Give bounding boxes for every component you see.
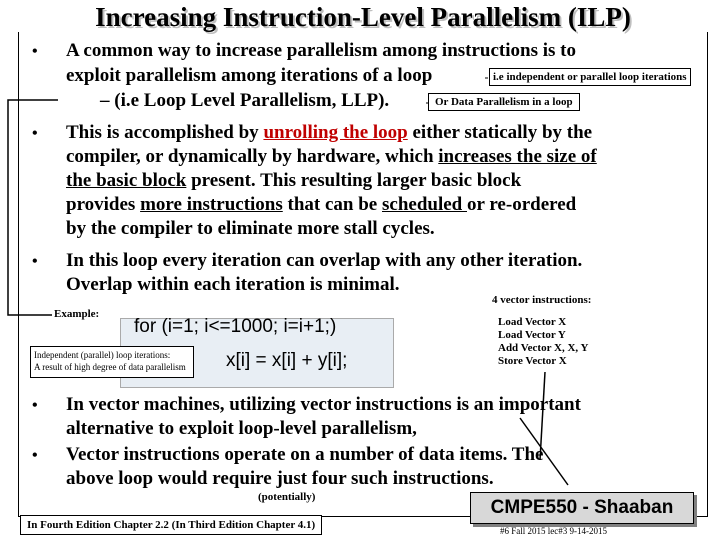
independent-box: [30, 346, 194, 378]
bullet-2-line-1: This is accomplished by unrolling the loop either statically by the: [66, 122, 593, 143]
vector-instruction: Add Vector X, X, Y: [498, 342, 589, 354]
bullet-dot: •: [32, 43, 38, 60]
vector-instruction: Store Vector X: [498, 355, 567, 367]
bullet-1-sub: – (i.e Loop Level Parallelism, LLP).: [100, 90, 390, 111]
bullet-4: •: [32, 397, 38, 414]
unrolling-link[interactable]: unrolling the loop: [263, 122, 408, 143]
ie-annotation-box: i.e independent or parallel loop iterations: [489, 68, 691, 86]
slide-title: Increasing Instruction-Level Parallelism (ILP): [95, 2, 631, 32]
vector-heading: 4 vector instructions:: [492, 294, 592, 306]
example-label: Example:: [54, 308, 100, 320]
bullet-4-line-1: In vector machines, utilizing vector instructions is an important: [66, 394, 581, 415]
bullet-2-line-2: compiler, or dynamically by hardware, which increases the size of: [66, 146, 597, 167]
lecture-info: #6 Fall 2015 lec#3 9-14-2015: [500, 526, 607, 536]
or-annotation-box: Or Data Parallelism in a loop: [428, 93, 580, 111]
bullet-2: •: [32, 125, 38, 142]
bullet-3: •: [32, 253, 38, 270]
edition-reference-box: In Fourth Edition Chapter 2.2 (In Third Edition Chapter 4.1): [20, 515, 322, 535]
bullet-1-line-1: A common way to increase parallelism among instructions is to: [66, 40, 576, 61]
independent-line-2: A result of high degree of data parallelism: [34, 362, 186, 372]
bullet-3-line-2: Overlap within each iteration is minimal.: [66, 274, 400, 295]
code-line-1: for (i=1; i<=1000; i=i+1;): [134, 316, 337, 337]
code-line-2: x[i] = x[i] + y[i];: [226, 350, 348, 371]
independent-line-1: Independent (parallel) loop iterations:: [34, 350, 171, 360]
bullet-3-line-1: In this loop every iteration can overlap with any other iteration.: [66, 250, 583, 271]
bullet-2-line-4: provides more instructions that can be scheduled or re-ordered: [66, 194, 577, 215]
course-badge: CMPE550 - Shaaban: [470, 492, 694, 524]
potentially-note: (potentially): [258, 491, 316, 503]
bullet-5: •: [32, 447, 38, 464]
bullet-2-line-5: by the compiler to eliminate more stall cycles.: [66, 218, 435, 239]
vector-instruction: Load Vector Y: [498, 329, 566, 341]
bullet-5-line-1: Vector instructions operate on a number of data items. The: [66, 444, 544, 465]
bullet-4-line-2: alternative to exploit loop-level parallelism,: [66, 418, 417, 439]
bullet-5-line-2: above loop would require just four such instructions.: [66, 468, 494, 489]
bullet-2-line-3: the basic block present. This resulting larger basic block: [66, 170, 522, 191]
vector-instruction-list: [498, 316, 588, 368]
vector-instruction: Load Vector X: [498, 316, 567, 328]
bullet-1-line-2: exploit parallelism among iterations of a loop: [66, 65, 433, 86]
bullet-1: [32, 40, 38, 62]
